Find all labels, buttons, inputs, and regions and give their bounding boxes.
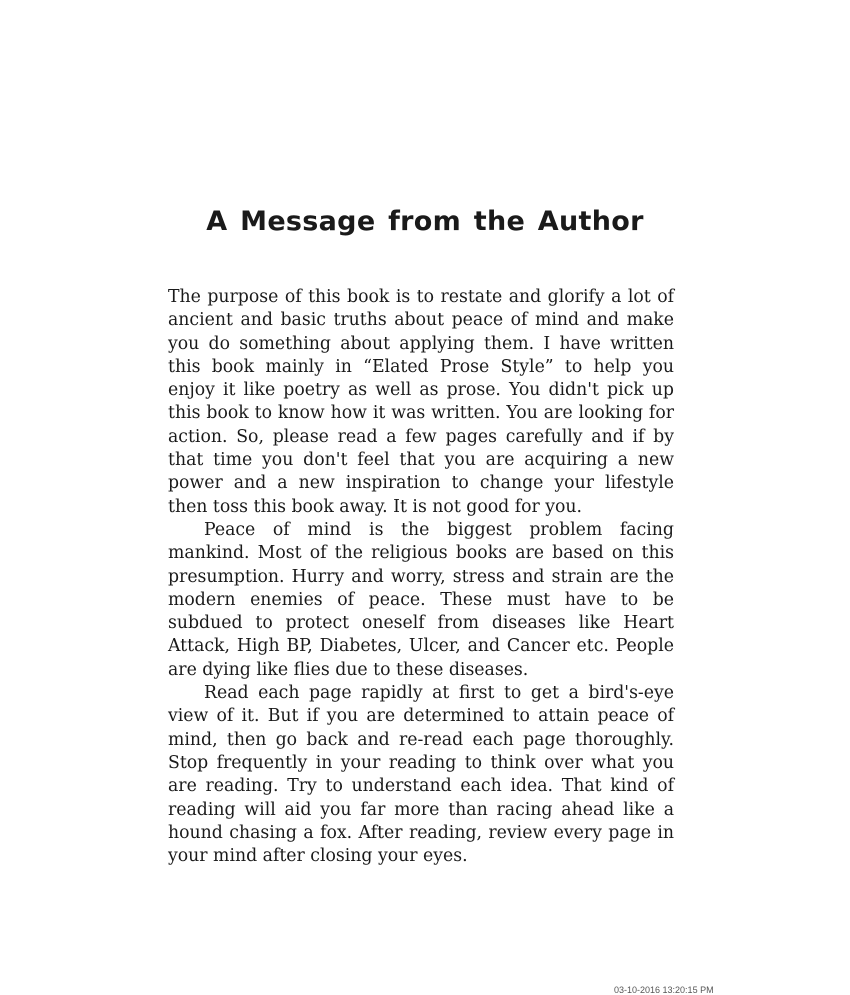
paragraph-purpose: The purpose of this book is to restate and glorify a lot of ancient and basic truths about peace of mind and make you do something about applying them. I have written this book mainly in “Elated Prose Style” to help you enjoy it like poetry as well as prose. You didn't pick up this book to know how it was written. You are looking for action. So, please read a few pages carefully and if by that time you don't feel that you are acquiring a new power and a new inspiration to change your lifestyle then toss this book away. It is not good for you. (168, 287, 674, 517)
print-timestamp: 03-10-2016 13:20:15 PM (614, 985, 714, 995)
page-title: A Message from the Author (206, 206, 644, 237)
paragraph-peace-of-mind: Peace of mind is the biggest problem facing mankind. Most of the religious books are based on this presumption. Hurry and worry, stress and strain are the modern enemies of peace. These must have to be subdued to protect oneself from diseases like Heart Attack, High BP, Diabetes, Ulcer, and Cancer etc. People are dying like flies due to these diseases. (168, 519, 674, 680)
message-body (168, 286, 674, 868)
paragraph-reading-advice: Read each page rapidly at first to get a bird's-eye view of it. But if you are determined to attain peace of mind, then go back and re-read each page thoroughly. Stop frequently in your reading to think over what you are reading. Try to understand each idea. That kind of reading will aid you far more than racing ahead like a hound chasing a fox. After reading, review every page in your mind after closing your eyes. (168, 683, 674, 867)
